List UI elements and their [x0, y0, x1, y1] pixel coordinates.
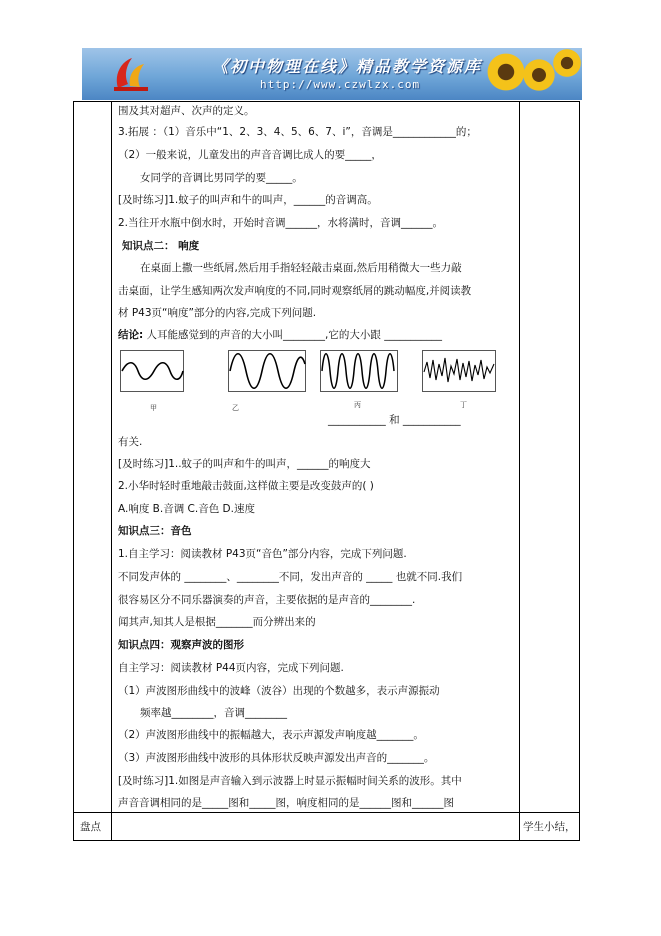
text-line: [及时练习]1.如图是声音输入到示波器上时显示振幅时间关系的波形。其中: [118, 775, 462, 787]
text-line: 围及其对超声、次声的定义。: [118, 105, 255, 117]
footer-right-label: 学生小结，: [523, 821, 576, 833]
text-line: [及时练习]1.蚊子的叫声和牛的叫声，______的音调高。: [118, 194, 378, 206]
text-line: 很容易区分不同乐器演奏的声音，主要依据的是声音的________.: [118, 594, 416, 606]
text-line: （3）声波图形曲线中波形的具体形状反映声源发出声音的_______。: [118, 752, 435, 764]
conclusion-label: 结论:: [118, 329, 144, 341]
sunflower-decoration: [552, 48, 582, 78]
wave-figure-yi: [228, 350, 306, 392]
banner-url: http://www.czwlzx.com: [260, 78, 421, 91]
sunflower-decoration: [486, 52, 526, 92]
text-line: 频率越________，音调________: [140, 707, 287, 719]
text-line: 闻其声,知其人是根据_______而分辨出来的: [118, 616, 316, 628]
section-heading: 知识点二： 响度: [122, 240, 200, 252]
sunflower-decoration: [522, 58, 556, 92]
text-line: 有关.: [118, 436, 143, 448]
answer-options: A.响度 B.音调 C.音色 D.速度: [118, 503, 255, 515]
text-line: 2.小华时轻时重地敲击鼓面,这样做主要是改变鼓声的( ): [118, 480, 374, 492]
text-line: （1）声波图形曲线中的波峰（波谷）出现的个数越多，表示声源振动: [118, 685, 440, 697]
text-line: 自主学习：阅读教材 P44页内容，完成下列问题.: [118, 662, 344, 674]
wave-figure-ding: [422, 350, 496, 392]
banner-title: 《初中物理在线》精品教学资源库: [212, 57, 483, 76]
text-line: 1.自主学习：阅读教材 P43页“音色”部分内容，完成下列问题.: [118, 548, 407, 560]
footer-left-label: 盘点: [80, 821, 101, 833]
text-line: 2.当往开水瓶中倒水时，开始时音调______，水将满时，音调______。: [118, 217, 444, 229]
wave-label: 乙: [232, 404, 239, 412]
text-line: 击桌面，让学生感知两次发声响度的不同,同时观察纸屑的跳动幅度,并阅读教: [118, 285, 472, 297]
text-line: 人耳能感觉到的声音的大小叫________,它的大小跟 ___________: [143, 329, 442, 341]
wave-label: 丁: [460, 401, 467, 409]
text-line: [及时练习]1..蚊子的叫声和牛的叫声，______的响度大: [118, 458, 371, 470]
text-line: ___________ 和 ___________: [328, 414, 461, 426]
header-banner: [82, 48, 582, 100]
text-line: 3.拓展 ：（1）音乐中“1、2、3、4、5、6、7、i”，音调是____________的；: [118, 126, 477, 138]
wave-figure-jia: [120, 350, 184, 392]
wave-label: 丙: [354, 401, 361, 409]
text-line: （2）声波图形曲线中的振幅越大，表示声源发声响度越_______。: [118, 729, 424, 741]
logo-icon: [110, 54, 152, 94]
wave-label: 甲: [150, 404, 157, 412]
text-line: 材 P43页“响度”部分的内容,完成下列问题.: [118, 307, 317, 319]
text-line: （2）一般来说，儿童发出的声音音调比成人的要_____，: [118, 149, 382, 161]
lesson-table: [73, 101, 580, 841]
wave-figure-bing: [320, 350, 398, 392]
text-line: 在桌面上撒一些纸屑,然后用手指轻轻敲击桌面,然后用稍微大一些力敲: [140, 262, 462, 274]
section-heading: 知识点三：音色: [118, 525, 192, 537]
text-line: 女同学的音调比男同学的要_____。: [140, 172, 303, 184]
section-heading: 知识点四：观察声波的图形: [118, 639, 244, 651]
text-line: 声音音调相同的是_____图和_____图，响度相同的是______图和______图: [118, 797, 454, 809]
text-line: 不同发声体的 ________、________不同，发出声音的 _____ 也就不同.我们: [118, 571, 463, 583]
